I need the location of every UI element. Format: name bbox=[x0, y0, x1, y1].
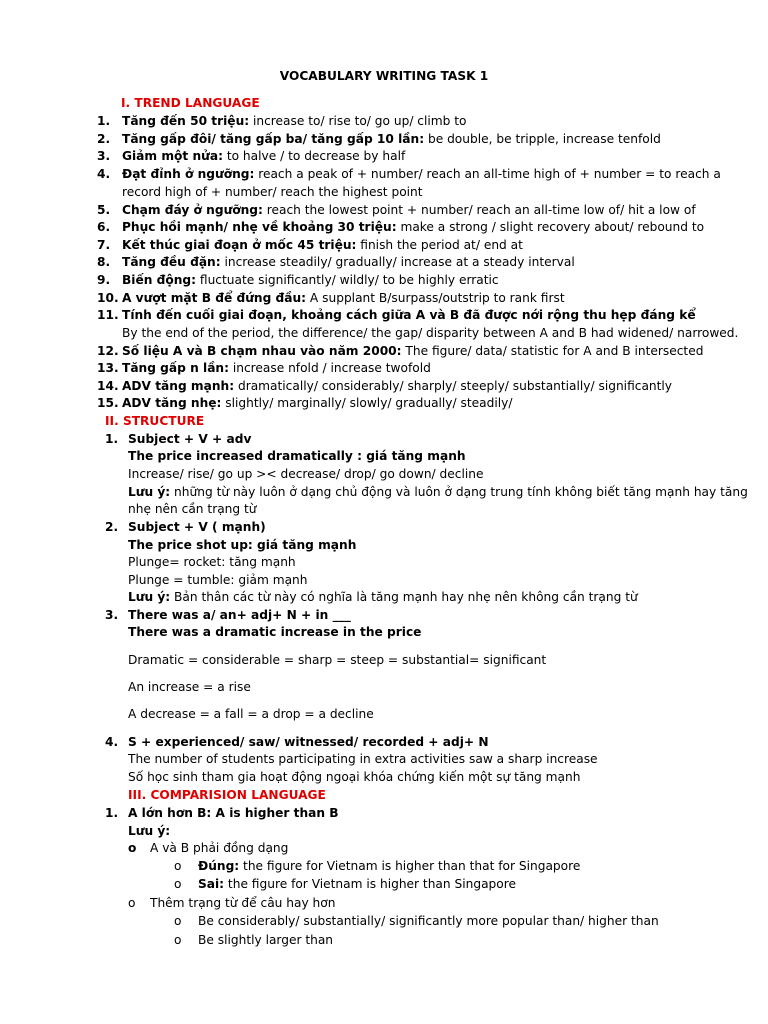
trend-definition: reach a peak of + number/ reach an all-time high of + number = to reach a record high of + number/ reach the highest point bbox=[122, 167, 721, 199]
trend-text bbox=[122, 395, 512, 413]
trend-number: 15. bbox=[97, 396, 119, 410]
trend-number: 5. bbox=[97, 203, 111, 217]
trend-number: 9. bbox=[97, 273, 111, 287]
trend-term: Tăng gấp n lần: bbox=[122, 361, 229, 375]
comparison-heading: A lớn hơn B: A is higher than B bbox=[128, 806, 339, 820]
sub-bullet-marker: o bbox=[174, 933, 182, 947]
trend-definition: fluctuate significantly/ wildly/ to be highly erratic bbox=[196, 273, 499, 287]
trend-definition: finish the period at/ end at bbox=[356, 238, 523, 252]
trend-text bbox=[122, 272, 499, 290]
trend-number: 14. bbox=[97, 379, 119, 393]
bullet-text: A và B phải đồng dạng bbox=[150, 841, 289, 855]
trend-text bbox=[122, 378, 672, 396]
trend-number: 12. bbox=[97, 344, 119, 358]
trend-definition: The figure/ data/ statistic for A and B intersected bbox=[401, 344, 704, 358]
structure-line: The number of students participating in extra activities saw a sharp increase bbox=[128, 752, 598, 766]
document-title: VOCABULARY WRITING TASK 1 bbox=[279, 69, 489, 83]
structure-example: There was a dramatic increase in the price bbox=[128, 625, 422, 639]
structure-number: 4. bbox=[105, 735, 119, 749]
trend-term: ADV tăng mạnh: bbox=[122, 379, 235, 393]
trend-term: Biến động: bbox=[122, 273, 197, 287]
trend-number: 7. bbox=[97, 238, 111, 252]
trend-text bbox=[122, 360, 431, 378]
structure-line: Plunge= rocket: tăng mạnh bbox=[128, 555, 296, 569]
structure-note bbox=[128, 484, 748, 502]
trend-term: ADV tăng nhẹ: bbox=[122, 396, 222, 410]
structure-note-cont: nhẹ nên cần trạng từ bbox=[128, 502, 257, 516]
sub-bullet-marker: o bbox=[174, 877, 182, 891]
structure-number: 2. bbox=[105, 520, 119, 534]
structure-heading: Subject + V ( mạnh) bbox=[128, 520, 266, 534]
trend-term: Tăng đều đặn: bbox=[122, 255, 221, 269]
sub-bullet-text: Be slightly larger than bbox=[198, 933, 334, 947]
trend-term: Giảm một nửa: bbox=[122, 149, 223, 163]
trend-definition: dramatically/ considerably/ sharply/ steeply/ substantially/ significantly bbox=[234, 379, 673, 393]
trend-text bbox=[122, 237, 523, 255]
trend-number: 1. bbox=[97, 114, 111, 128]
trend-translation: By the end of the period, the difference/ the gap/ disparity between A and B had widened/ narrowed. bbox=[122, 326, 739, 340]
comparison-number: 1. bbox=[105, 806, 119, 820]
trend-text bbox=[122, 148, 405, 166]
sub-bullet-text: Be considerably/ substantially/ significantly more popular than/ higher than bbox=[198, 914, 659, 928]
structure-number: 1. bbox=[105, 432, 119, 446]
trend-text bbox=[122, 219, 704, 237]
trend-term: A vượt mặt B để đứng đầu: bbox=[122, 291, 307, 305]
structure-line: Plunge = tumble: giảm mạnh bbox=[128, 573, 308, 587]
trend-term: Số liệu A và B chạm nhau vào năm 2000: bbox=[122, 344, 402, 358]
trend-text bbox=[122, 307, 696, 325]
structure-heading: S + experienced/ saw/ witnessed/ recorded + adj+ N bbox=[128, 735, 489, 749]
trend-number: 3. bbox=[97, 149, 111, 163]
sub-bullet-text: the figure for Vietnam is higher than Singapore bbox=[224, 877, 516, 891]
trend-term: Chạm đáy ở ngưỡng: bbox=[122, 203, 263, 217]
structure-note bbox=[128, 589, 638, 607]
sub-bullet-text: the figure for Vietnam is higher than that for Singapore bbox=[239, 859, 581, 873]
section-heading-trend: I. TREND LANGUAGE bbox=[121, 96, 260, 110]
trend-definition: increase to/ rise to/ go up/ climb to bbox=[249, 114, 467, 128]
trend-text bbox=[122, 202, 696, 220]
note-text: những từ này luôn ở dạng chủ động và luôn ở dạng trung tính không biết tăng mạnh hay tăng bbox=[170, 485, 748, 499]
trend-definition: be double, be tripple, increase tenfold bbox=[424, 132, 661, 146]
trend-definition: to halve / to decrease by half bbox=[222, 149, 406, 163]
trend-number: 4. bbox=[97, 167, 111, 181]
structure-heading: Subject + V + adv bbox=[128, 432, 252, 446]
structure-number: 3. bbox=[105, 608, 119, 622]
structure-line: A decrease = a fall = a drop = a decline bbox=[128, 707, 374, 721]
sub-bullet-marker: o bbox=[174, 914, 182, 928]
trend-number: 2. bbox=[97, 132, 111, 146]
trend-number: 13. bbox=[97, 361, 119, 375]
structure-example: The price increased dramatically : giá tăng mạnh bbox=[128, 449, 466, 463]
trend-definition: reach the lowest point + number/ reach an all-time low of/ hit a low of bbox=[262, 203, 696, 217]
trend-definition: increase steadily/ gradually/ increase at a steady interval bbox=[220, 255, 575, 269]
sub-bullet-marker: o bbox=[174, 859, 182, 873]
section-heading-comparison: III. COMPARISION LANGUAGE bbox=[128, 788, 326, 802]
note-label: Lưu ý: bbox=[128, 485, 171, 499]
trend-number: 10. bbox=[97, 291, 119, 305]
correct-label: Đúng: bbox=[198, 859, 240, 873]
trend-definition: increase nfold / increase twofold bbox=[228, 361, 431, 375]
comparison-note-label: Lưu ý: bbox=[128, 824, 171, 838]
structure-line: Số học sinh tham gia hoạt động ngoại khóa chứng kiến một sự tăng mạnh bbox=[128, 770, 581, 784]
trend-text bbox=[122, 290, 565, 308]
structure-line: Dramatic = considerable = sharp = steep = substantial= significant bbox=[128, 653, 547, 667]
trend-term: Tăng gấp đôi/ tăng gấp ba/ tăng gấp 10 lần: bbox=[122, 132, 425, 146]
bullet-marker: o bbox=[128, 896, 136, 910]
trend-term: Kết thúc giai đoạn ở mốc 45 triệu: bbox=[122, 238, 357, 252]
trend-text bbox=[122, 113, 467, 131]
trend-number: 11. bbox=[97, 308, 119, 322]
structure-heading: There was a/ an+ adj+ N + in ___ bbox=[128, 608, 351, 622]
trend-definition: A supplant B/surpass/outstrip to rank first bbox=[306, 291, 565, 305]
trend-number: 6. bbox=[97, 220, 111, 234]
section-heading-structure: II. STRUCTURE bbox=[105, 414, 205, 428]
wrong-label: Sai: bbox=[198, 877, 225, 891]
trend-number: 8. bbox=[97, 255, 111, 269]
trend-term: Tăng đến 50 triệu: bbox=[122, 114, 250, 128]
trend-term: Đạt đỉnh ở ngưỡng: bbox=[122, 167, 255, 181]
bullet-text: Thêm trạng từ để câu hay hơn bbox=[150, 896, 336, 910]
trend-term: Tính đến cuối giai đoạn, khoảng cách giữa A và B đã được nới rộng thu hẹp đáng kể bbox=[122, 308, 696, 322]
structure-line: An increase = a rise bbox=[128, 680, 251, 694]
structure-example: The price shot up: giá tăng mạnh bbox=[128, 538, 357, 552]
note-text: Bản thân các từ này có nghĩa là tăng mạnh hay nhẹ nên không cần trạng từ bbox=[170, 590, 638, 604]
trend-text bbox=[122, 166, 722, 201]
trend-text bbox=[122, 254, 575, 272]
trend-definition: make a strong / slight recovery about/ rebound to bbox=[396, 220, 705, 234]
trend-definition: slightly/ marginally/ slowly/ gradually/ steadily/ bbox=[221, 396, 513, 410]
note-label: Lưu ý: bbox=[128, 590, 171, 604]
structure-line: Increase/ rise/ go up >< decrease/ drop/ go down/ decline bbox=[128, 467, 484, 481]
trend-term: Phục hồi mạnh/ nhẹ về khoảng 30 triệu: bbox=[122, 220, 397, 234]
trend-text bbox=[122, 343, 703, 361]
trend-text bbox=[122, 131, 661, 149]
bullet-marker: o bbox=[128, 841, 137, 855]
